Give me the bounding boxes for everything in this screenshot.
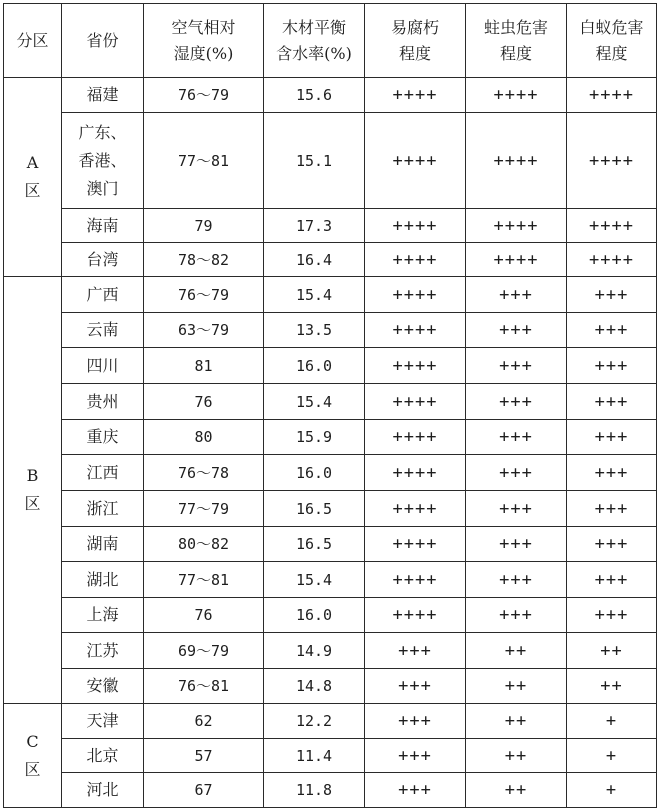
province-name-line: 香港、 [78, 150, 127, 170]
beetle-level-cell: ++++ [466, 243, 567, 277]
moisture-cell: 11.8 [264, 773, 365, 808]
province-name-line: 北京 [86, 745, 119, 765]
humidity-cell: 69～79 [144, 633, 264, 669]
moisture-cell: 17.3 [264, 209, 365, 243]
province-cell [62, 420, 144, 455]
termite-level-cell: +++ [567, 384, 657, 420]
termite-level-cell: + [567, 739, 657, 773]
humidity-cell: 78～82 [144, 243, 264, 277]
humidity-cell: 76～81 [144, 669, 264, 704]
province-name-line: 江西 [86, 462, 119, 482]
table-row [4, 384, 657, 420]
province-cell [62, 348, 144, 384]
decay-level-cell: ++++ [365, 348, 466, 384]
humidity-cell: 67 [144, 773, 264, 808]
humidity-cell: 80 [144, 420, 264, 455]
province-cell [62, 562, 144, 598]
decay-level-cell: ++++ [365, 455, 466, 491]
beetle-level-cell: ++++ [466, 113, 567, 209]
province-cell [62, 113, 144, 209]
zone-label-line: B [26, 466, 39, 485]
header-termite-line-1: 白蚁危害 [579, 17, 644, 37]
province-name-line: 四川 [86, 355, 119, 375]
province-name-line: 安徽 [86, 676, 119, 695]
termite-level-cell: +++ [567, 420, 657, 455]
decay-level-cell: ++++ [365, 78, 466, 113]
beetle-level-cell: +++ [466, 277, 567, 313]
header-beetle-line-1: 蛀虫危害 [483, 17, 548, 37]
beetle-level-cell: +++ [466, 598, 567, 633]
table-row [4, 455, 657, 491]
decay-level-cell: ++++ [365, 313, 466, 348]
humidity-cell: 81 [144, 348, 264, 384]
decay-level-cell: +++ [365, 633, 466, 669]
decay-level-cell: ++++ [365, 113, 466, 209]
province-name-line: 海南 [86, 215, 119, 235]
humidity-cell: 76 [144, 384, 264, 420]
header-decay-line-1: 易腐朽 [390, 17, 439, 37]
beetle-level-cell: +++ [466, 384, 567, 420]
decay-level-cell: +++ [365, 773, 466, 808]
province-name-line: 广西 [86, 284, 119, 304]
province-name-line: 湖南 [86, 534, 119, 553]
moisture-cell: 16.0 [264, 455, 365, 491]
province-name-line: 江苏 [86, 640, 119, 660]
province-name-line: 澳门 [86, 178, 119, 198]
header-humidity-line-2: 湿度(%) [173, 43, 234, 63]
table-row [4, 669, 657, 704]
humidity-cell: 80～82 [144, 527, 264, 562]
table-row [4, 313, 657, 348]
province-cell [62, 773, 144, 808]
province-name-line: 福建 [86, 85, 119, 104]
table-row [4, 633, 657, 669]
termite-level-cell: +++ [567, 562, 657, 598]
termite-level-cell: +++ [567, 491, 657, 527]
moisture-cell: 11.4 [264, 739, 365, 773]
humidity-cell: 76～79 [144, 78, 264, 113]
province-name-line: 广东、 [78, 122, 127, 142]
decay-level-cell: ++++ [365, 491, 466, 527]
zone-label-line: 区 [24, 759, 41, 779]
beetle-level-cell: +++ [466, 348, 567, 384]
decay-level-cell: +++ [365, 704, 466, 739]
decay-level-cell: +++ [365, 669, 466, 704]
province-cell [62, 633, 144, 669]
header-moisture [264, 4, 365, 78]
table-row [4, 704, 657, 739]
province-name-line: 上海 [86, 605, 119, 624]
beetle-level-cell: +++ [466, 562, 567, 598]
wood-hazard-table [3, 3, 657, 808]
termite-level-cell: ++ [567, 633, 657, 669]
moisture-cell: 14.9 [264, 633, 365, 669]
humidity-cell: 79 [144, 209, 264, 243]
humidity-cell: 76～79 [144, 277, 264, 313]
moisture-cell: 16.0 [264, 348, 365, 384]
header-decay [365, 4, 466, 78]
beetle-level-cell: +++ [466, 455, 567, 491]
header-humidity [144, 4, 264, 78]
table-row [4, 78, 657, 113]
province-cell [62, 313, 144, 348]
moisture-cell: 15.4 [264, 384, 365, 420]
decay-level-cell: ++++ [365, 277, 466, 313]
beetle-level-cell: ++ [466, 773, 567, 808]
decay-level-cell: ++++ [365, 384, 466, 420]
beetle-level-cell: ++ [466, 739, 567, 773]
humidity-cell: 62 [144, 704, 264, 739]
termite-level-cell: + [567, 704, 657, 739]
table-row [4, 113, 657, 209]
decay-level-cell: ++++ [365, 243, 466, 277]
zone-label-line: 区 [24, 181, 41, 200]
termite-level-cell: + [567, 773, 657, 808]
province-cell [62, 243, 144, 277]
province-name-line: 台湾 [86, 249, 119, 269]
table-row [4, 277, 657, 313]
termite-level-cell: +++ [567, 598, 657, 633]
beetle-level-cell: +++ [466, 491, 567, 527]
table-row [4, 348, 657, 384]
moisture-cell: 16.4 [264, 243, 365, 277]
table-row [4, 491, 657, 527]
humidity-cell: 77～79 [144, 491, 264, 527]
moisture-cell: 12.2 [264, 704, 365, 739]
termite-level-cell: +++ [567, 348, 657, 384]
beetle-level-cell: +++ [466, 420, 567, 455]
termite-level-cell: +++ [567, 455, 657, 491]
province-cell [62, 384, 144, 420]
province-name-line: 河北 [86, 780, 119, 799]
moisture-cell: 16.5 [264, 527, 365, 562]
decay-level-cell: ++++ [365, 420, 466, 455]
humidity-cell: 76 [144, 598, 264, 633]
moisture-cell: 15.4 [264, 277, 365, 313]
table-row [4, 773, 657, 808]
province-name-line: 重庆 [86, 427, 119, 446]
province-cell [62, 491, 144, 527]
moisture-cell: 15.4 [264, 562, 365, 598]
table-row [4, 598, 657, 633]
humidity-cell: 77～81 [144, 113, 264, 209]
zone-cell [4, 277, 62, 704]
header-beetle-line-2: 程度 [499, 43, 532, 63]
beetle-level-cell: ++ [466, 669, 567, 704]
table-body [4, 78, 657, 808]
zone-label-line: 区 [24, 494, 41, 513]
province-name-line: 贵州 [86, 391, 119, 411]
decay-level-cell: ++++ [365, 527, 466, 562]
decay-level-cell: ++++ [365, 209, 466, 243]
beetle-level-cell: ++++ [466, 78, 567, 113]
table-row [4, 739, 657, 773]
header-beetle [466, 4, 567, 78]
header-row [4, 4, 657, 78]
moisture-cell: 15.9 [264, 420, 365, 455]
humidity-cell: 76～78 [144, 455, 264, 491]
province-cell [62, 78, 144, 113]
moisture-cell: 16.5 [264, 491, 365, 527]
province-name-line: 天津 [86, 711, 119, 730]
table-row [4, 420, 657, 455]
province-cell [62, 704, 144, 739]
province-name-line: 云南 [86, 320, 119, 339]
header-zone: 分区 [4, 4, 62, 78]
province-cell [62, 739, 144, 773]
header-province: 省份 [62, 4, 144, 78]
province-cell [62, 277, 144, 313]
moisture-cell: 13.5 [264, 313, 365, 348]
header-humidity-line-1: 空气相对 [171, 17, 236, 37]
province-cell [62, 669, 144, 704]
header-termite [567, 4, 657, 78]
termite-level-cell: +++ [567, 313, 657, 348]
zone-label-line: A [26, 153, 39, 172]
beetle-level-cell: +++ [466, 313, 567, 348]
humidity-cell: 57 [144, 739, 264, 773]
province-name-line: 浙江 [86, 498, 119, 518]
beetle-level-cell: ++++ [466, 209, 567, 243]
header-moisture-line-2: 含水率(%) [276, 43, 352, 63]
decay-level-cell: +++ [365, 739, 466, 773]
termite-level-cell: ++++ [567, 243, 657, 277]
zone-label-line: C [26, 731, 39, 751]
beetle-level-cell: ++ [466, 704, 567, 739]
table-row [4, 562, 657, 598]
humidity-cell: 77～81 [144, 562, 264, 598]
header-termite-line-2: 程度 [595, 43, 628, 63]
termite-level-cell: ++++ [567, 78, 657, 113]
decay-level-cell: ++++ [365, 562, 466, 598]
province-cell [62, 455, 144, 491]
province-cell [62, 209, 144, 243]
moisture-cell: 16.0 [264, 598, 365, 633]
moisture-cell: 14.8 [264, 669, 365, 704]
header-moisture-line-1: 木材平衡 [281, 17, 346, 37]
province-name-line: 湖北 [86, 569, 119, 589]
termite-level-cell: +++ [567, 527, 657, 562]
beetle-level-cell: +++ [466, 527, 567, 562]
termite-level-cell: +++ [567, 277, 657, 313]
humidity-cell: 63～79 [144, 313, 264, 348]
moisture-cell: 15.6 [264, 78, 365, 113]
beetle-level-cell: ++ [466, 633, 567, 669]
moisture-cell: 15.1 [264, 113, 365, 209]
table-row [4, 243, 657, 277]
zone-cell [4, 704, 62, 808]
header-decay-line-2: 程度 [398, 43, 431, 63]
table-row [4, 527, 657, 562]
province-cell [62, 598, 144, 633]
province-cell [62, 527, 144, 562]
termite-level-cell: ++++ [567, 209, 657, 243]
termite-level-cell: ++++ [567, 113, 657, 209]
decay-level-cell: ++++ [365, 598, 466, 633]
termite-level-cell: ++ [567, 669, 657, 704]
zone-cell [4, 78, 62, 277]
table-row [4, 209, 657, 243]
